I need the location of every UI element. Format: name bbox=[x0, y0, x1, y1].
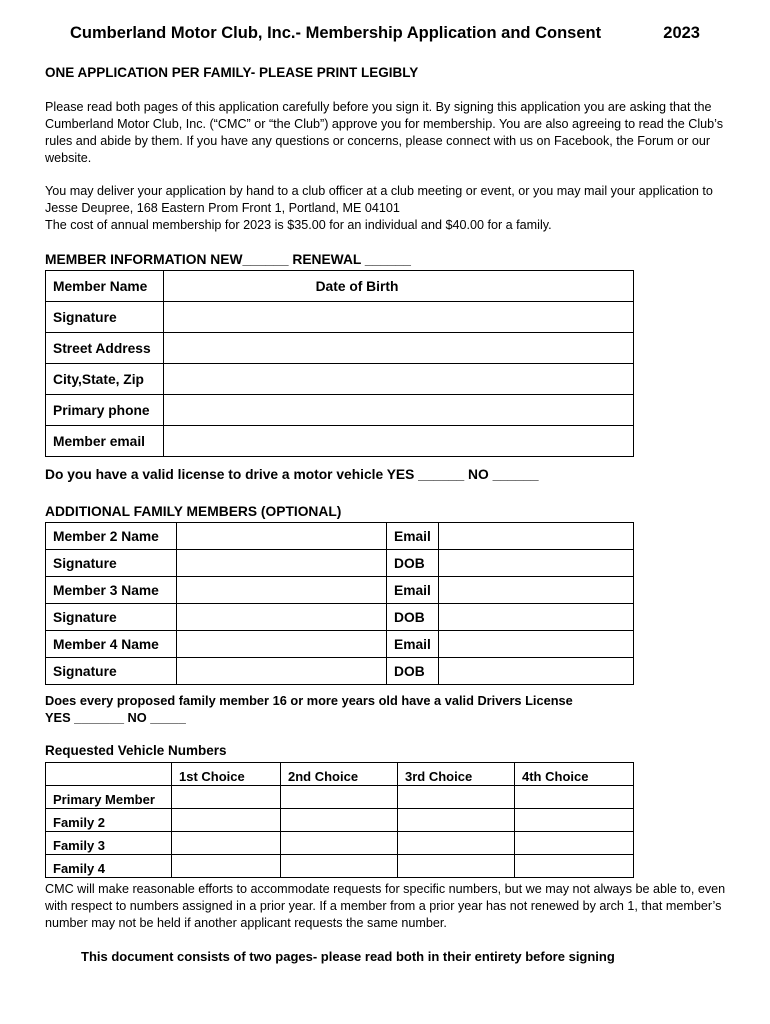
member-email-label: Member email bbox=[46, 426, 164, 457]
table-row bbox=[46, 832, 634, 855]
member-4-dob-field[interactable] bbox=[439, 658, 634, 685]
row-family-4: Family 4 bbox=[46, 855, 172, 878]
col-4th-choice: 4th Choice bbox=[515, 763, 634, 786]
member-3-dob-label: DOB bbox=[387, 604, 439, 631]
vehicle-cell[interactable] bbox=[281, 832, 398, 855]
table-row bbox=[46, 577, 634, 604]
street-address-field[interactable] bbox=[164, 333, 634, 364]
vehicle-cell[interactable] bbox=[281, 855, 398, 878]
member-2-name-field[interactable] bbox=[177, 523, 387, 550]
row-family-2: Family 2 bbox=[46, 809, 172, 832]
vehicle-cell[interactable] bbox=[172, 832, 281, 855]
primary-phone-label: Primary phone bbox=[46, 395, 164, 426]
row-primary-member: Primary Member bbox=[46, 786, 172, 809]
cost-text: The cost of annual membership for 2023 is $35.00 for an individual and $40.00 for a family. bbox=[45, 218, 552, 232]
family-license-answers: YES _______ NO _____ bbox=[45, 710, 186, 725]
member-name-label: Member Name bbox=[46, 271, 164, 302]
member-2-email-field[interactable] bbox=[439, 523, 634, 550]
table-row bbox=[46, 395, 634, 426]
member-info-table bbox=[45, 270, 634, 457]
vehicle-cell[interactable] bbox=[172, 855, 281, 878]
dob-label[interactable]: Date of Birth bbox=[164, 271, 634, 302]
table-row bbox=[46, 364, 634, 395]
vehicle-cell[interactable] bbox=[281, 786, 398, 809]
member-4-name-label: Member 4 Name bbox=[46, 631, 177, 658]
table-row bbox=[46, 550, 634, 577]
vehicle-cell[interactable] bbox=[515, 809, 634, 832]
member-2-dob-field[interactable] bbox=[439, 550, 634, 577]
vehicle-heading: Requested Vehicle Numbers bbox=[45, 743, 227, 758]
row-family-3: Family 3 bbox=[46, 832, 172, 855]
member-4-email-label: Email bbox=[387, 631, 439, 658]
member-3-name-label: Member 3 Name bbox=[46, 577, 177, 604]
member-info-heading: MEMBER INFORMATION NEW______ RENEWAL ______ bbox=[45, 252, 411, 267]
footer-note: This document consists of two pages- please read both in their entirety before signing bbox=[81, 949, 615, 964]
member-3-signature-label: Signature bbox=[46, 604, 177, 631]
member-3-signature-field[interactable] bbox=[177, 604, 387, 631]
family-heading: ADDITIONAL FAMILY MEMBERS (OPTIONAL) bbox=[45, 504, 342, 519]
table-row bbox=[46, 855, 634, 878]
vehicle-header-blank bbox=[46, 763, 172, 786]
signature-field[interactable] bbox=[164, 302, 634, 333]
family-license-question bbox=[45, 692, 573, 726]
title-text: Cumberland Motor Club, Inc.- Membership Application and Consent bbox=[70, 24, 602, 42]
vehicle-note: CMC will make reasonable efforts to accommodate requests for specific numbers, but we may not always be able to, even with respect to numbers assigned in a prior year. If a member from a prior year has not renewed by arch 1, that member’s number may not be held if another applicant requests the same number. bbox=[45, 882, 726, 930]
table-row bbox=[46, 658, 634, 685]
intro-paragraph: Please read both pages of this application carefully before you sign it. By signing this application you are asking that the Cumberland Motor Club, Inc. (“CMC” or “the Club”) approve you for membership. You are also agreeing to read the Club’s rules and abide by them. If you have any questions or concerns, please connect with us on Facebook, the Forum or our website. bbox=[45, 100, 724, 165]
col-2nd-choice: 2nd Choice bbox=[281, 763, 398, 786]
table-row bbox=[46, 631, 634, 658]
member-2-dob-label: DOB bbox=[387, 550, 439, 577]
member-email-field[interactable] bbox=[164, 426, 634, 457]
street-address-label: Street Address bbox=[46, 333, 164, 364]
vehicle-cell[interactable] bbox=[398, 855, 515, 878]
member-3-email-field[interactable] bbox=[439, 577, 634, 604]
vehicle-numbers-table bbox=[45, 762, 634, 878]
member-2-signature-label: Signature bbox=[46, 550, 177, 577]
table-row bbox=[46, 333, 634, 364]
table-row bbox=[46, 809, 634, 832]
member-4-dob-label: DOB bbox=[387, 658, 439, 685]
table-row bbox=[46, 271, 634, 302]
delivery-paragraph bbox=[45, 183, 735, 234]
col-3rd-choice: 3rd Choice bbox=[398, 763, 515, 786]
city-state-zip-field[interactable] bbox=[164, 364, 634, 395]
license-question: Do you have a valid license to drive a motor vehicle YES ______ NO ______ bbox=[45, 467, 539, 482]
page-title bbox=[70, 24, 710, 43]
delivery-text: You may deliver your application by hand to a club officer at a club meeting or event, or you may mail your application to Jesse Deupree, 168 Eastern Prom Front 1, Portland, ME 04101 bbox=[45, 184, 713, 215]
table-row bbox=[46, 604, 634, 631]
vehicle-cell[interactable] bbox=[515, 855, 634, 878]
table-row bbox=[46, 763, 634, 786]
member-3-email-label: Email bbox=[387, 577, 439, 604]
vehicle-cell[interactable] bbox=[281, 809, 398, 832]
title-year: 2023 bbox=[663, 24, 700, 42]
member-2-signature-field[interactable] bbox=[177, 550, 387, 577]
table-row bbox=[46, 426, 634, 457]
primary-phone-field[interactable] bbox=[164, 395, 634, 426]
table-row bbox=[46, 523, 634, 550]
vehicle-cell[interactable] bbox=[172, 786, 281, 809]
vehicle-cell[interactable] bbox=[398, 786, 515, 809]
vehicle-cell[interactable] bbox=[515, 786, 634, 809]
signature-label: Signature bbox=[46, 302, 164, 333]
vehicle-cell[interactable] bbox=[172, 809, 281, 832]
instructions-heading: ONE APPLICATION PER FAMILY- PLEASE PRINT LEGIBLY bbox=[45, 65, 419, 80]
family-license-text: Does every proposed family member 16 or more years old have a valid Drivers License bbox=[45, 693, 573, 708]
vehicle-cell[interactable] bbox=[398, 809, 515, 832]
vehicle-cell[interactable] bbox=[515, 832, 634, 855]
vehicle-cell[interactable] bbox=[398, 832, 515, 855]
member-4-signature-field[interactable] bbox=[177, 658, 387, 685]
member-3-dob-field[interactable] bbox=[439, 604, 634, 631]
member-4-email-field[interactable] bbox=[439, 631, 634, 658]
city-state-zip-label: City,State, Zip bbox=[46, 364, 164, 395]
table-row bbox=[46, 786, 634, 809]
member-2-email-label: Email bbox=[387, 523, 439, 550]
member-3-name-field[interactable] bbox=[177, 577, 387, 604]
member-4-signature-label: Signature bbox=[46, 658, 177, 685]
col-1st-choice: 1st Choice bbox=[172, 763, 281, 786]
member-4-name-field[interactable] bbox=[177, 631, 387, 658]
table-row bbox=[46, 302, 634, 333]
member-2-name-label: Member 2 Name bbox=[46, 523, 177, 550]
family-members-table bbox=[45, 522, 634, 685]
